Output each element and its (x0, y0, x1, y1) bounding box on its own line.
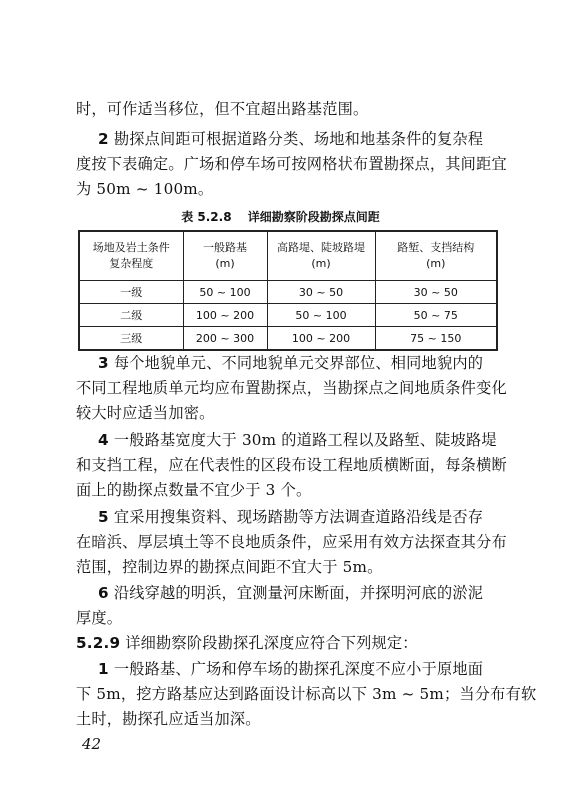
text-line: 一般路基宽度大于 30m 的道路工程以及路堑、陡坡路堤 (113, 431, 497, 449)
text-line: 勘探点间距可根据道路分类、场地和地基条件的复杂程 (113, 130, 484, 148)
item-number: 3 (98, 354, 109, 372)
text-line: 在暗浜、厚层填土等不良地质条件，应采用有效方法探查其分布 (76, 533, 507, 551)
paragraph-4 (98, 429, 497, 450)
section-heading (76, 632, 418, 653)
table-row (79, 304, 497, 327)
paragraph-5 (98, 506, 483, 527)
item-number: 6 (98, 584, 109, 602)
item-number: 2 (98, 130, 109, 148)
table-cell: 50 ~ 75 (375, 304, 497, 327)
item-number: 5 (98, 508, 109, 526)
text-line: 和支挡工程，应在代表性的区段布设工程地质横断面，每条横断 (76, 456, 507, 474)
item-number: 1 (98, 660, 109, 678)
text-line: 一般路基、广场和停车场的勘探孔深度不应小于原地面 (113, 660, 484, 678)
text-line: 下 5m，挖方路基应达到路面设计标高以下 3m ~ 5m；当分布有软 (76, 685, 537, 703)
text-line: 每个地貌单元、不同地貌单元交界部位、相同地貌内的 (113, 354, 484, 372)
table-caption-title: 详细勘察阶段勘探点间距 (247, 210, 380, 224)
table-cell: 30 ~ 50 (267, 281, 375, 304)
table-header-cell: 路堑、支挡结构 (m) (375, 231, 497, 281)
text-line: 详细勘察阶段勘探孔深度应符合下列规定： (125, 634, 418, 652)
section-number: 5.2.9 (76, 634, 121, 652)
text-line: 不同工程地质单元均应布置勘探点，当勘探点之间地质条件变化 (76, 379, 507, 397)
paragraph-6 (98, 582, 483, 603)
table-cell: 50 ~ 100 (183, 281, 267, 304)
text-line: 为 50m ~ 100m。 (76, 180, 214, 198)
table-cell: 30 ~ 50 (375, 281, 497, 304)
table-caption-number: 表 5.2.8 (181, 210, 232, 224)
table-row (79, 281, 497, 304)
paragraph-3 (98, 352, 483, 373)
item-number: 4 (98, 431, 109, 449)
table-cell: 一级 (79, 281, 183, 304)
table-header-cell: 场地及岩土条件 复杂程度 (79, 231, 183, 281)
paragraph-2 (98, 128, 483, 149)
text-line: 面上的勘探点数量不宜少于 3 个。 (76, 481, 312, 499)
table-cell: 二级 (79, 304, 183, 327)
text-line: 较大时应适当加密。 (76, 404, 215, 422)
page-number: 42 (82, 735, 102, 753)
table-caption (0, 208, 561, 225)
table-header-cell: 高路堤、陡坡路堤 (m) (267, 231, 375, 281)
table-cell: 200 ~ 300 (183, 327, 267, 351)
spacing-table (78, 230, 498, 351)
table-cell: 75 ~ 150 (375, 327, 497, 351)
table-header-cell: 一般路基 (m) (183, 231, 267, 281)
text-line: 度按下表确定。广场和停车场可按网格状布置勘探点，其间距宜 (76, 155, 507, 173)
table-cell: 100 ~ 200 (267, 327, 375, 351)
text-line: 宜采用搜集资料、现场踏勘等方法调查道路沿线是否存 (113, 508, 484, 526)
text-line: 时，可作适当移位，但不宜超出路基范围。 (76, 100, 369, 118)
text-line: 土时，勘探孔应适当加深。 (76, 710, 261, 728)
table-cell: 100 ~ 200 (183, 304, 267, 327)
text-line: 范围，控制边界的勘探点间距不宜大于 5m。 (76, 558, 383, 576)
table-row (79, 327, 497, 351)
table-header-row (79, 231, 497, 281)
text-line: 沿线穿越的明浜，宜测量河床断面，并探明河底的淤泥 (113, 584, 484, 602)
table-cell: 50 ~ 100 (267, 304, 375, 327)
text-line: 厚度。 (76, 609, 123, 627)
table-cell: 三级 (79, 327, 183, 351)
paragraph-7 (98, 658, 483, 679)
